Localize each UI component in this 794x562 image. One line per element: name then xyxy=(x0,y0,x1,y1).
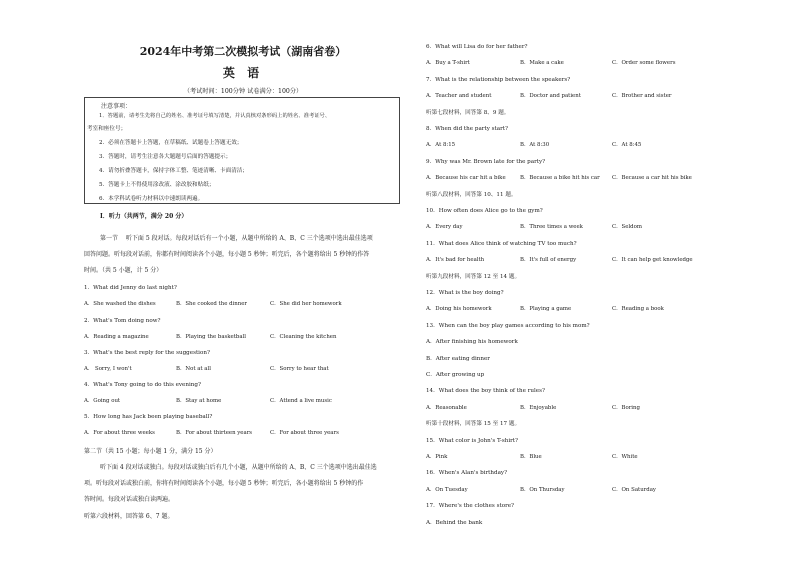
option-a: A． Sorry, I won't xyxy=(84,366,132,372)
question-text: 7．What is the relationship between the speakers? xyxy=(426,76,571,83)
option-b: B．Playing a game xyxy=(520,306,572,313)
option-b: B．Stay at home xyxy=(176,398,222,404)
instruction-line: 第二节（共 15 小题；每小题 1 分，满分 15 分） xyxy=(84,448,217,455)
instruction-line: 时间。（共 5 小题，计 5 分） xyxy=(84,267,163,274)
option-b: B．Three times a week xyxy=(520,224,583,231)
notice-line: 4．请勿折叠答题卡，保持字体工整、笔迹清晰、卡面清洁； xyxy=(99,168,248,174)
exam-info: （考试时间：100分钟 试卷满分：100分） xyxy=(183,88,303,95)
option-b: B．On Thursday xyxy=(520,486,565,493)
option-c: C．Boring xyxy=(612,404,640,411)
question-text: A．Behind the bank xyxy=(426,519,483,526)
option-c: C．Because a car hit his bike xyxy=(612,175,692,182)
option-c: C．Sorry to hear that xyxy=(270,366,329,372)
option-b: B．For about thirteen years xyxy=(176,430,253,436)
option-a: A．Every day xyxy=(426,224,463,231)
option-b: B．It's full of energy xyxy=(520,257,577,264)
notice-line: 1．答题前，请考生先将自己的姓名、准考证号填写清楚，并认真核对条形码上的姓名、准考证号、 xyxy=(99,113,331,119)
notice-line: 6．本学科试卷听力材料以中速朗读两遍。 xyxy=(99,196,204,202)
question-text: 听第八段材料，回答第 10、11 题。 xyxy=(426,191,517,198)
option-c: C．Brother and sister xyxy=(612,93,672,100)
question-text: 听第十段材料，回答第 15 至 17 题。 xyxy=(426,421,521,428)
option-a: A．She washed the dishes xyxy=(84,301,156,307)
option-a: A．Going out xyxy=(84,398,121,404)
question-text: 4．What's Tony going to do this evening? xyxy=(84,382,201,388)
option-a: A．Teacher and student xyxy=(426,93,492,100)
option-a: A．Buy a T-shirt xyxy=(426,60,470,67)
option-c: C．Attend a live music xyxy=(270,398,332,404)
option-c: C．It can help get knowledge xyxy=(612,257,693,264)
question-text: 1．What did Jenny do last night? xyxy=(84,285,177,291)
option-c: C．She did her homework xyxy=(270,301,342,307)
question-text: 5．How long has Jack been playing baseball? xyxy=(84,414,213,420)
option-c: C．At 8:45 xyxy=(612,142,642,149)
instruction-line: 答时间。每段对话或独白读两遍。 xyxy=(84,496,175,503)
option-c: C．White xyxy=(612,454,638,460)
notice-line: 2．必须在答题卡上答题，在草稿纸、试题卷上答题无效； xyxy=(99,140,243,146)
instruction-line: 听下面 4 段对话或独白。每段对话或独白后有几个小题，从题中所给的 A、B、C 三个选项中选出最佳选 xyxy=(100,464,377,471)
instruction-line: 回答问题。听每段对话前，你都有时间阅读各个小题，每小题 5 秒钟；听完后，各个题将给出 5 秒钟的作答 xyxy=(84,251,370,258)
option-a: A．Doing his homework xyxy=(426,306,492,313)
notice-title: 注意事项： xyxy=(101,103,132,110)
option-a: A．Reasonable xyxy=(426,404,467,411)
option-c: C．Seldom xyxy=(612,224,642,231)
question-text: A．After finishing his homework xyxy=(426,339,518,346)
option-c: C．Order some flowers xyxy=(612,60,676,67)
notice-line: 3．答题时，请考生注意各大题题号后面的答题提示； xyxy=(99,154,232,160)
question-text: 16．When's Alan's birthday? xyxy=(426,470,508,477)
option-b: B．Playing the basketball xyxy=(176,334,247,340)
option-a: A．It's bad for health xyxy=(426,257,485,264)
option-a: A．On Tuesday xyxy=(426,486,468,493)
option-b: B．Blue xyxy=(520,454,542,460)
option-c: C．On Saturday xyxy=(612,486,656,493)
question-text: 8．When did the party start? xyxy=(426,126,509,132)
option-a: A．Reading a magazine xyxy=(84,334,149,340)
section-heading: I．听力（共两节，满分 20 分） xyxy=(100,213,188,220)
option-c: C．For about three years xyxy=(270,430,339,436)
subject-title: 英 语 xyxy=(222,66,264,80)
instruction-line: 第一节 听下面 5 段对话。每段对话后有一个小题，从题中所给的 A、B、C 三个选项中选出最佳选项 xyxy=(100,235,373,242)
option-b: B．Because a bike hit his car xyxy=(520,175,600,182)
question-text: C．After growing up xyxy=(426,372,485,378)
option-a: A．For about three weeks xyxy=(84,430,155,436)
question-text: 14．What does the boy think of the rules? xyxy=(426,388,545,395)
notice-line: 考室和座位号； xyxy=(87,126,127,132)
question-text: 13．When can the boy play games according to his mom? xyxy=(426,322,590,329)
question-text: 11．What does Alice think of watching TV too much? xyxy=(426,240,577,247)
question-text: B．After eating dinner xyxy=(426,355,490,362)
option-c: C．Reading a book xyxy=(612,306,664,313)
question-text: 听第九段材料，回答第 12 至 14 题。 xyxy=(426,273,521,280)
option-a: A．Because his car hit a bike xyxy=(426,175,506,182)
question-text: 听第七段材料，回答第 8、9 题。 xyxy=(426,109,510,116)
question-text: 12．What is the boy doing? xyxy=(426,290,504,296)
question-text: 15．What color is John's T-shirt? xyxy=(426,437,519,444)
option-b: B．Enjoyable xyxy=(520,404,557,411)
option-b: B．At 8:30 xyxy=(520,142,550,149)
question-text: 10．How often does Alice go to the gym? xyxy=(426,208,543,214)
question-text: 17．Where's the clothes store? xyxy=(426,503,515,510)
question-text: 2．What's Tom doing now? xyxy=(84,318,161,324)
option-a: A．At 8:15 xyxy=(426,142,456,149)
question-text: 6．What will Lisa do for her father? xyxy=(426,44,528,50)
instruction-line: 项。听每段对话或独白前，你将有时间阅读各个小题，每小题 5 秒钟；听完后，各小题将给出 5 秒钟的作 xyxy=(84,480,364,487)
question-text: 3．What's the best reply for the suggestion? xyxy=(84,350,210,356)
notice-line: 5．答题卡上不得使用涂改液、涂改胶和贴纸； xyxy=(99,182,215,188)
question-text: 9．Why was Mr. Brown late for the party? xyxy=(426,158,546,165)
instruction-line: 听第六段材料，回答第 6、7 题。 xyxy=(84,513,174,520)
option-b: B．She cooked the dinner xyxy=(176,301,247,307)
option-b: B．Not at all xyxy=(176,366,211,372)
option-b: B．Doctor and patient xyxy=(520,93,581,100)
option-c: C．Cleaning the kitchen xyxy=(270,334,337,340)
page-title: 2024年中考第二次模拟考试（湖南省卷） xyxy=(139,45,347,58)
notice-box xyxy=(84,97,400,204)
option-a: A．Pink xyxy=(426,454,448,460)
option-b: B．Make a cake xyxy=(520,60,564,67)
